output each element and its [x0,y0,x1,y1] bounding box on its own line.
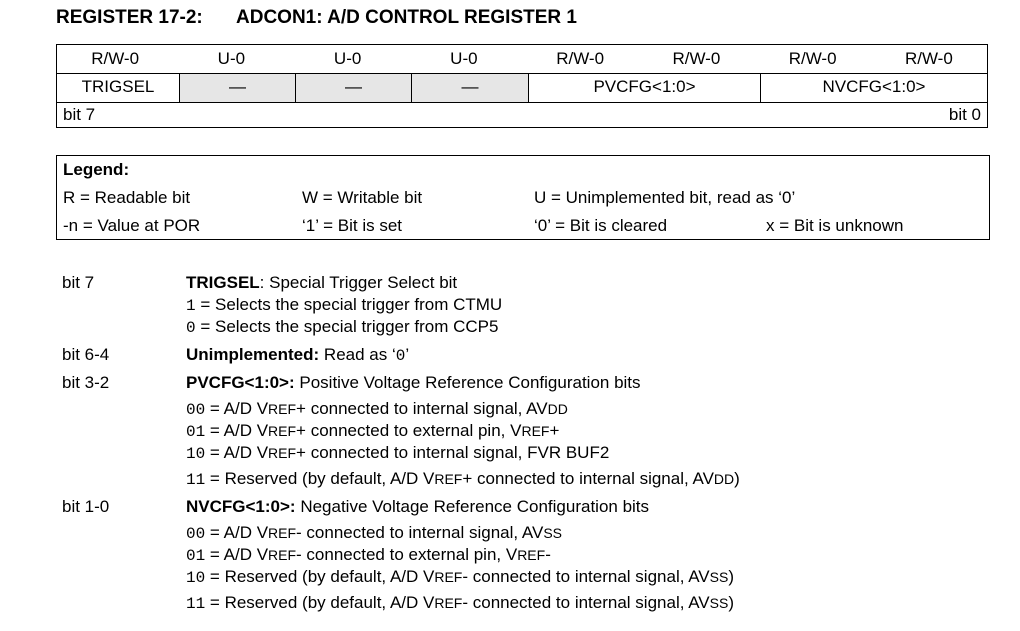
bit10-text: Negative Voltage Reference Configuration bits [295,497,650,516]
nvcfg-option-11 [186,593,734,613]
bit7-title [186,273,457,293]
field-unimpl-6: — [180,74,296,102]
nvcfg-option-00 [186,523,562,543]
pvcfg-option-01 [186,421,559,441]
field-pvcfg: PVCFG<1:0> [529,74,761,102]
bit64-name: Unimplemented: [186,345,320,364]
nvcfg-10-c: - connected to internal signal, AV [462,567,710,586]
nvcfg-10-d: SS [709,569,729,585]
bit7-option-1-text: = Selects the special trigger from CTMU [195,295,503,314]
bit7-option-0-code: 0 [186,319,196,337]
access-bit5: U-0 [333,49,362,68]
legend-box [56,155,990,240]
bit7-name: TRIGSEL [186,273,260,292]
pvcfg-00-d: DD [547,401,568,417]
register-table [56,44,988,128]
legend-writable: W = Writable bit [302,188,423,207]
bit7-option-1-code: 1 [186,297,196,315]
field-unimpl-5: — [296,74,412,102]
pvcfg-11-e: ) [734,469,740,488]
nvcfg-10-e: ) [728,567,734,586]
pvcfg-11-a: = Reserved (by default, A/D V [205,469,435,488]
pvcfg-00-code: 00 [186,401,206,419]
nvcfg-00-c: - connected to internal signal, AV [296,523,544,542]
pvcfg-00-a: = A/D V [205,399,269,418]
legend-bit-unknown: x = Bit is unknown [766,216,904,235]
bit-low-label: bit 0 [948,105,981,124]
legend-bit-set: ‘1’ = Bit is set [302,216,402,235]
field-trigsel: TRIGSEL [57,74,180,102]
legend-readable: R = Readable bit [63,188,191,207]
register-name: ADCON1: A/D CONTROL REGISTER 1 [236,7,577,28]
bit32-name: PVCFG<1:0>: [186,373,295,392]
bit7-label: bit 7 [62,273,95,292]
access-bit4: U-0 [450,49,478,68]
pvcfg-option-10 [186,443,609,463]
nvcfg-11-b: REF [434,595,463,611]
pvcfg-00-b: REF [268,401,297,417]
bit32-label: bit 3-2 [62,373,110,392]
nvcfg-01-a: = A/D V [205,545,269,564]
legend-unimplemented: U = Unimplemented bit, read as ‘0’ [534,188,796,207]
pvcfg-01-b: REF [268,423,297,439]
pvcfg-11-code: 11 [186,471,206,489]
nvcfg-00-d: SS [543,525,563,541]
access-bit3: R/W-0 [556,49,605,68]
pvcfg-11-c: + connected to internal signal, AV [462,469,714,488]
nvcfg-11-e: ) [728,593,734,612]
legend-por: -n = Value at POR [63,216,201,235]
access-bit0: R/W-0 [904,49,953,68]
pvcfg-01-a: = A/D V [205,421,269,440]
nvcfg-01-e: - [545,545,551,564]
nvcfg-01-b: REF [268,547,297,563]
pvcfg-01-e: + [549,421,560,440]
nvcfg-option-01 [186,545,551,565]
pvcfg-10-code: 10 [186,445,206,463]
nvcfg-10-code: 10 [186,569,206,587]
register-title [56,7,577,29]
bit32-text: Positive Voltage Reference Configuration bits [294,373,641,392]
bit10-name: NVCFG<1:0>: [186,497,296,516]
legend-bit-cleared: ‘0’ = Bit is cleared [534,216,668,235]
nvcfg-11-code: 11 [186,595,206,613]
bit-high-label: bit 7 [63,105,96,124]
bit7-option-1 [186,295,502,315]
nvcfg-01-d: REF [517,547,546,563]
pvcfg-11-b: REF [434,471,463,487]
bit7-option-0-text: = Selects the special trigger from CCP5 [195,317,499,336]
bit64-title [186,345,409,365]
bit-order-row [57,102,987,128]
pvcfg-11-d: DD [713,471,735,487]
legend-title: Legend: [63,160,130,179]
pvcfg-10-a: = A/D V [205,443,269,462]
bit10-label: bit 1-0 [62,497,110,516]
access-row [57,45,987,73]
access-bit7: R/W-0 [91,49,140,68]
pvcfg-01-c: + connected to external pin, V [296,421,522,440]
bit7-text: : Special Trigger Select bit [259,273,458,292]
nvcfg-10-b: REF [434,569,463,585]
nvcfg-11-c: - connected to internal signal, AV [462,593,710,612]
pvcfg-10-b: REF [268,445,297,461]
bit10-title [186,497,649,517]
bit64-end: ’ [405,345,410,364]
bit64-code: 0 [395,347,406,365]
nvcfg-01-code: 01 [186,547,206,565]
access-bit6: U-0 [217,49,246,68]
nvcfg-01-c: - connected to external pin, V [296,545,518,564]
nvcfg-00-code: 00 [186,525,206,543]
register-number: REGISTER 17-2: [56,7,203,28]
bit32-title [186,373,641,393]
access-bit1: R/W-0 [788,49,837,68]
access-bit2: R/W-0 [672,49,721,68]
pvcfg-option-11 [186,469,740,489]
bit64-text: Read as ‘ [319,345,396,364]
pvcfg-10-c: + connected to internal signal, FVR BUF2 [296,443,610,462]
field-nvcfg: NVCFG<1:0> [822,77,926,96]
nvcfg-option-10 [186,567,734,587]
nvcfg-11-d: SS [709,595,729,611]
bit7-option-0 [186,317,498,337]
bit64-label: bit 6-4 [62,345,110,364]
nvcfg-11-a: = Reserved (by default, A/D V [205,593,435,612]
pvcfg-01-code: 01 [186,423,206,441]
field-row [57,73,987,103]
field-unimpl-4: — [412,74,529,102]
pvcfg-01-d: REF [521,423,550,439]
pvcfg-option-00 [186,399,568,419]
nvcfg-10-a: = Reserved (by default, A/D V [205,567,435,586]
nvcfg-00-a: = A/D V [205,523,269,542]
nvcfg-00-b: REF [268,525,297,541]
pvcfg-00-c: + connected to internal signal, AV [296,399,548,418]
